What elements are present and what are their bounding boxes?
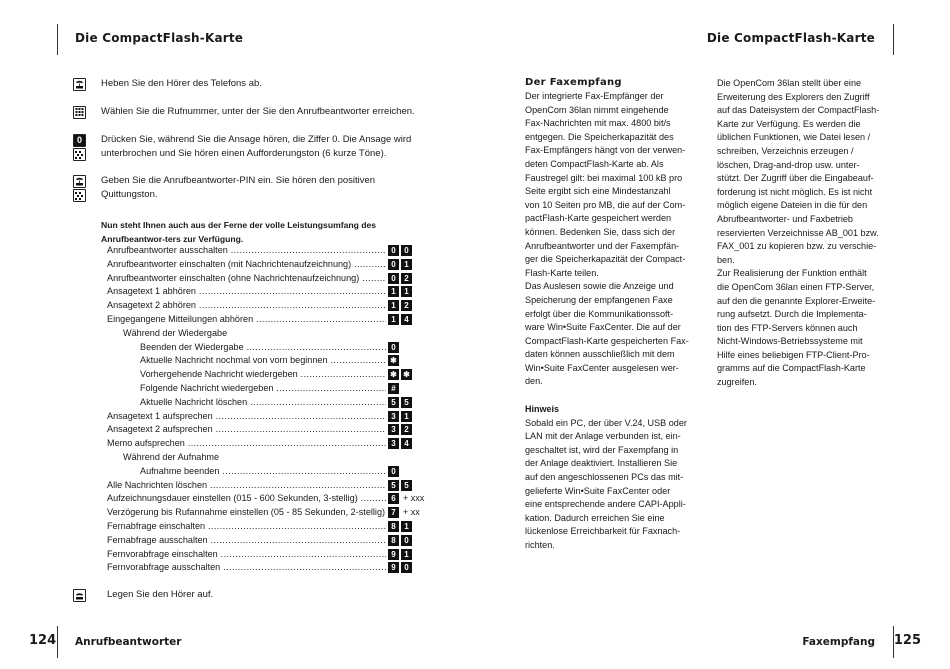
function-label: Aktuelle Nachricht löschen .....: [140, 396, 386, 408]
text-line: ware Win•Suite FaxCenter. Die auf der: [525, 322, 681, 333]
text-line: Erweiterung des Explorers den Zugriff: [717, 91, 870, 102]
keypad-key: 8: [388, 521, 399, 532]
right-page-footer: Faxempfang: [802, 636, 875, 648]
keypad-key: 1: [388, 300, 399, 311]
function-keys: [388, 521, 414, 533]
keypad-key: 5: [388, 397, 399, 408]
function-label: Anrufbeantworter einschalten (mit Nachrichtenaufzeichnung) .....: [107, 258, 386, 270]
text-line: Karte zur Verfügung. Es werden die: [717, 118, 861, 129]
function-keys: [388, 424, 414, 436]
keypad-key: 1: [401, 259, 412, 270]
function-row: [107, 272, 386, 284]
keypad-key: 3: [388, 438, 399, 449]
right-header-rule: [893, 24, 894, 55]
remote-intro: Nun steht Ihnen auch aus der Ferne der volle Leistungsumfang des Anrufbeantwor-ters zur Verfügung.: [101, 220, 377, 244]
function-row: [140, 354, 386, 366]
keypad-key: 1: [388, 286, 399, 297]
text-line: Zur Realisierung der Funktion enthält: [717, 268, 867, 279]
text-line: tion des FTP-Servers können auch: [717, 322, 858, 333]
text-line: rung aufsetzt. Durch die Implementa-: [717, 309, 867, 320]
text-line: stützt. Der Zugriff über die Eingabeauf-: [717, 173, 874, 184]
keypad-key: 3: [388, 411, 399, 422]
text-line: LAN mit der Anlage verbunden ist, ein-: [525, 431, 681, 442]
fax-description: [525, 90, 695, 389]
keypad-key: 7: [388, 507, 399, 518]
function-row: [107, 258, 386, 270]
text-line: Fax-Nachrichten mit max. 4800 bit/s: [525, 118, 671, 129]
keypad-key: 5: [388, 480, 399, 491]
function-row: [140, 396, 386, 408]
step-dial-number: Wählen Sie die Rufnummer, unter der Sie den Anrufbeantworter erreichen.: [101, 106, 415, 117]
text-line: Nicht-Windows-Betriebssysteme mit: [717, 336, 863, 347]
function-row: [140, 368, 386, 380]
text-line: Fax-Empfängers hängt von der verwen-: [525, 145, 686, 156]
function-label: Beenden der Wiedergabe .....: [140, 341, 386, 353]
function-keys: [388, 314, 414, 326]
text-line: möglich eigene Dateien in die für den: [717, 200, 868, 211]
tone-icon: [73, 189, 86, 202]
function-keys: [388, 438, 414, 450]
function-group-heading: [123, 327, 386, 339]
keypad-key: 6: [388, 493, 399, 504]
keypad-key: 2: [401, 300, 412, 311]
function-label: Verzögerung bis Rufannahme einstellen (05 - 85 Sekunden, 2-stellig) .....: [107, 506, 386, 518]
keypad-key: 8: [388, 535, 399, 546]
text-line: gramms auf die CompactFlash-Karte: [717, 363, 866, 374]
keypad-key: 0: [388, 273, 399, 284]
text-line: der Anlage deaktiviert. Installieren Sie: [525, 458, 678, 469]
function-row: [107, 285, 386, 297]
function-row: [107, 423, 386, 435]
text-line: den.: [525, 376, 543, 387]
text-line: Sobald ein PC, der über V.24, USB oder: [525, 417, 687, 428]
text-line: ger die Speicherkapazität der Compact-: [525, 254, 686, 265]
keypad-key: 0: [401, 535, 412, 546]
function-label: Während der Aufnahme: [123, 452, 220, 462]
keypad-key: 2: [401, 273, 412, 284]
text-line: erfolgt über die Kommunikationssoft-: [525, 308, 674, 319]
keypad-key: 0: [388, 259, 399, 270]
function-keys: [388, 535, 414, 547]
function-label: Aufzeichnungsdauer einstellen (015 - 600 Sekunden, 3-stellig) .....: [107, 492, 386, 504]
function-label: Anrufbeantworter einschalten (ohne Nachrichtenaufzeichnung) .....: [107, 272, 386, 284]
function-row: [140, 341, 386, 353]
text-line: gelieferte Win•Suite FaxCenter oder: [525, 485, 671, 496]
text-line: entgegen. Die Speicherkapazität des: [525, 131, 674, 142]
function-row: [107, 492, 386, 504]
keypad-key: 1: [401, 411, 412, 422]
text-line: Flash-Karte teilen.: [525, 267, 599, 278]
keypad-key: 2: [401, 424, 412, 435]
function-label: Folgende Nachricht wiedergeben .....: [140, 382, 386, 394]
function-label: Während der Wiedergabe: [123, 328, 228, 338]
handset-hangup-icon: [73, 589, 86, 602]
text-line: richten.: [525, 540, 555, 550]
function-group-heading: [123, 451, 386, 463]
function-label: Alle Nachrichten löschen .....: [107, 479, 386, 491]
text-line: auf den angeschlossenen PCs das mit-: [525, 472, 684, 483]
function-label: Ansagetext 2 abhören .....: [107, 299, 386, 311]
function-label: Eingegangene Mitteilungen abhören .....: [107, 313, 386, 325]
text-line: Abrufbeantworter- und Faxbetrieb: [717, 213, 853, 224]
keypad-key: ✱: [388, 355, 399, 366]
function-label: Ansagetext 1 aufsprechen .....: [107, 410, 386, 422]
text-line: Win•Suite FaxCenter ausgelesen wer-: [525, 362, 679, 373]
explorer-description: [717, 77, 887, 390]
function-row: [107, 534, 386, 546]
text-line: forderung ist nicht möglich. Es ist nicht: [717, 186, 873, 197]
text-line: deten CompactFlash-Karte ab. Als: [525, 158, 664, 169]
function-row: [107, 299, 386, 311]
function-label: Fernvorabfrage ausschalten .....: [107, 561, 386, 573]
fax-column-1: [525, 76, 695, 553]
hint-text: [525, 417, 695, 553]
function-row: [107, 520, 386, 532]
function-keys: [388, 383, 401, 395]
function-keys: [388, 466, 401, 478]
keypad-key: 4: [401, 438, 412, 449]
text-line: Speicherung der empfangenen Faxe: [525, 294, 673, 305]
function-row: [107, 479, 386, 491]
handset-lift-icon: [73, 175, 86, 188]
function-label: Aktuelle Nachricht nochmal von vorn beginnen .....: [140, 354, 386, 366]
function-row: [140, 382, 386, 394]
keypad-key: 4: [401, 314, 412, 325]
function-label: Ansagetext 2 aufsprechen .....: [107, 423, 386, 435]
function-row: [107, 244, 386, 256]
function-row: [107, 506, 386, 518]
keypad-key: 9: [388, 562, 399, 573]
function-row: [107, 548, 386, 560]
text-line: eine entsprechende andere CAPI-Appli-: [525, 499, 686, 510]
function-label: Ansagetext 1 abhören .....: [107, 285, 386, 297]
text-line: Seite ergibt sich eine Mindestanzahl: [525, 186, 671, 197]
text-line: löschen, Drag-and-drop usw. unter-: [717, 159, 860, 170]
function-keys: [388, 549, 414, 561]
keypad-key: 0: [388, 245, 399, 256]
text-line: pactFlash-Karte gespeichert werden: [525, 213, 672, 224]
key-suffix: + xx: [403, 507, 420, 517]
text-line: üblichen Funktionen, wie Datei lesen /: [717, 132, 871, 143]
keypad-key: 1: [401, 521, 412, 532]
text-line: lückenlose Erreichbarkeit für Faxnach-: [525, 526, 681, 537]
text-line: FAX_001 zu kopieren bzw. zu verschie-: [717, 241, 877, 252]
function-label: Vorhergehende Nachricht wiedergeben .....: [140, 368, 386, 380]
text-line: Der integrierte Fax-Empfänger der: [525, 91, 664, 101]
keypad-key: 0: [388, 466, 399, 477]
function-keys: [388, 273, 414, 285]
keypad-key: #: [388, 383, 399, 394]
text-line: Faustregel gilt: bei maximal 100 kB pro: [525, 172, 683, 183]
function-keys: [388, 245, 414, 257]
keypad-key: 1: [401, 549, 412, 560]
text-line: Hilfe eines beliebigen FTP-Client-Pro-: [717, 349, 870, 360]
left-page-number: 124: [29, 633, 57, 648]
step-hang-up: Legen Sie den Hörer auf.: [107, 589, 214, 600]
function-row: [107, 561, 386, 573]
text-line: CompactFlash-Karte gespeicherten Fax-: [525, 335, 689, 346]
function-label: Fernabfrage ausschalten .....: [107, 534, 386, 546]
handset-lift-icon: [73, 78, 86, 91]
text-line: reservierten Verzeichnisse AB_001 bzw.: [717, 227, 879, 238]
function-keys: [388, 493, 424, 505]
text-line: Die OpenCom 36lan stellt über eine: [717, 78, 862, 88]
keypad-key: ✱: [388, 369, 399, 380]
right-page-number: 125: [893, 633, 921, 648]
function-label: Aufnahme beenden .....: [140, 465, 386, 477]
fax-column-2: [717, 77, 887, 390]
keypad-key: 5: [401, 480, 412, 491]
step-press-zero: Drücken Sie, während Sie die Ansage hören, die Ziffer 0. Die Ansage wird unterbrochen und Sie hören einen Aufforderungston (6 kurze Töne).: [101, 134, 412, 159]
text-line: Das Auslesen sowie die Anzeige und: [525, 281, 674, 292]
function-keys: [388, 411, 414, 423]
text-line: auf das Dateisystem der CompactFlash-: [717, 105, 880, 116]
key-suffix: + xxx: [403, 493, 425, 503]
function-label: Anrufbeantworter ausschalten .....: [107, 244, 386, 256]
keypad-key: 0: [388, 342, 399, 353]
text-line: ben.: [717, 254, 735, 265]
keypad-key: 1: [388, 314, 399, 325]
function-label: Fernabfrage einschalten .....: [107, 520, 386, 532]
function-row: [107, 410, 386, 422]
text-line: OpenCom 36lan nimmt eingehende: [525, 104, 669, 115]
text-line: die OpenCom 36lan einen FTP-Server,: [717, 281, 875, 292]
text-line: kation. Dadurch erreichen Sie eine: [525, 512, 665, 523]
keypad-key: 0: [401, 562, 412, 573]
function-keys: [388, 300, 414, 312]
left-page-header: Die CompactFlash-Karte: [75, 31, 244, 45]
function-row: [107, 437, 386, 449]
keypad-key: 5: [401, 397, 412, 408]
function-keys: [388, 507, 420, 519]
tone-icon: [73, 148, 86, 161]
keypad-key: ✱: [401, 369, 412, 380]
function-keys: [388, 355, 401, 367]
function-label: Memo aufsprechen .....: [107, 437, 386, 449]
function-keys: [388, 369, 414, 381]
keypad-key: 3: [388, 424, 399, 435]
left-header-rule: [57, 24, 58, 55]
text-line: geschaltet ist, wird der Faxempfang in: [525, 444, 679, 455]
section-title: Der Faxempfang: [525, 77, 622, 88]
function-keys: [388, 286, 414, 298]
function-keys: [388, 562, 414, 574]
keypad-icon: [73, 106, 86, 119]
keypad-key: 1: [401, 286, 412, 297]
function-row: [140, 465, 386, 477]
text-line: schreiben, Verzeichnis erzeugen /: [717, 145, 854, 156]
right-page-header: Die CompactFlash-Karte: [706, 31, 875, 45]
key-0-icon: 0: [73, 134, 86, 147]
function-keys: [388, 259, 414, 271]
text-line: von 10 Seiten pro MB, die auf der Com-: [525, 199, 686, 210]
function-label: Fernvorabfrage einschalten .....: [107, 548, 386, 560]
function-keys: [388, 397, 414, 409]
step-lift-handset: Heben Sie den Hörer des Telefons ab.: [101, 78, 262, 89]
text-line: zugreifen.: [717, 377, 757, 388]
keypad-key: 0: [401, 245, 412, 256]
function-keys: [388, 480, 414, 492]
text-line: können. Bedenken Sie, dass sich der: [525, 226, 676, 237]
left-footer-rule: [57, 626, 58, 658]
keypad-key: 9: [388, 549, 399, 560]
hint-title: Hinweis: [525, 404, 560, 415]
function-keys: [388, 342, 401, 354]
text-line: auf den die genannte Explorer-Erweite-: [717, 295, 876, 306]
left-page-footer: Anrufbeantworter: [75, 636, 182, 648]
text-line: daten können ausschließlich mit dem: [525, 349, 675, 360]
text-line: Anrufbeantworter und der Faxempfän-: [525, 240, 680, 251]
function-row: [107, 313, 386, 325]
step-enter-pin: Geben Sie die Anrufbeantworter-PIN ein. Sie hören den positiven Quittungston.: [101, 175, 376, 200]
